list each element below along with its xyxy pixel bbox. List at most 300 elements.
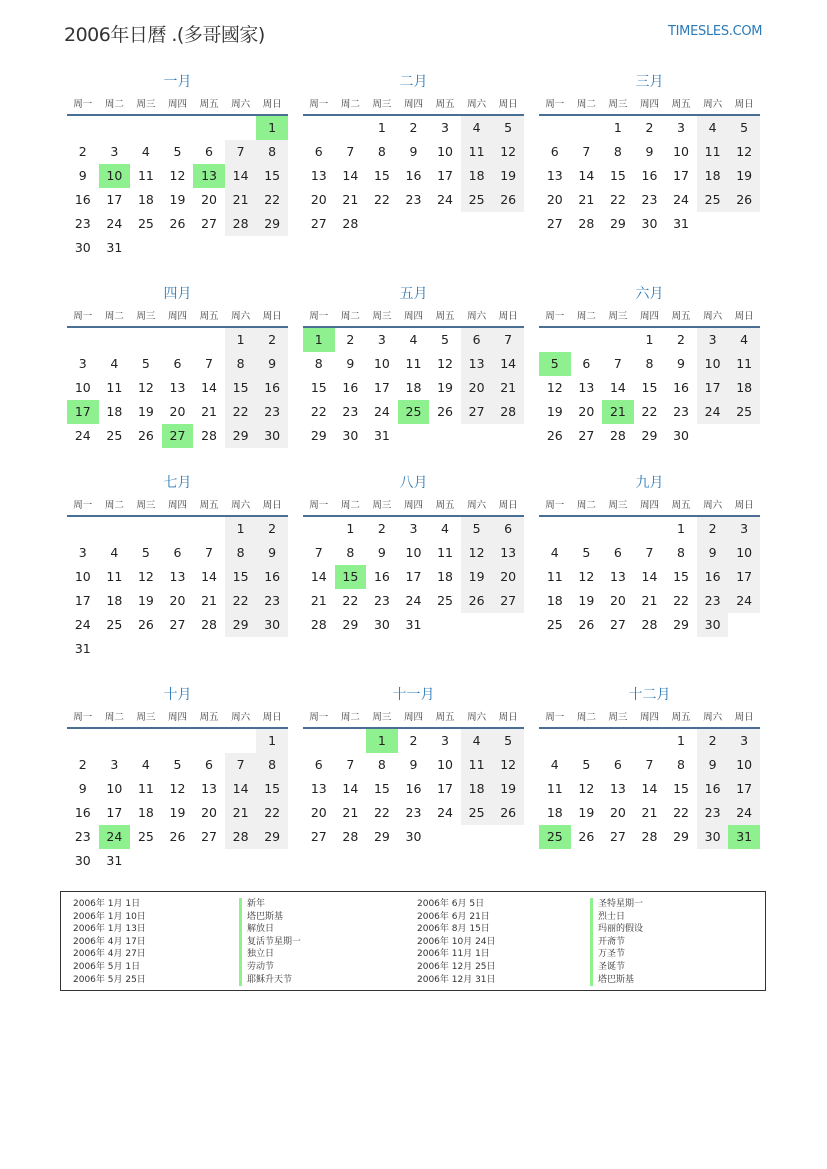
day-cell[interactable]: 29 — [256, 212, 288, 236]
day-cell[interactable]: 30 — [673, 428, 689, 443]
day-cell[interactable]: 20 — [201, 192, 217, 207]
day-cell[interactable]: 7 — [613, 356, 622, 371]
day-cell[interactable]: 12 — [169, 168, 186, 183]
day-cell[interactable]: 18 — [137, 192, 154, 207]
day-cell[interactable]: 21 — [201, 593, 217, 608]
day-cell[interactable]: 29 — [225, 613, 257, 637]
day-cell[interactable]: 28 — [609, 428, 626, 443]
day-cell[interactable]: 26 — [169, 829, 186, 844]
day-cell[interactable]: 13 — [169, 380, 186, 395]
day-cell[interactable]: 3 — [728, 517, 760, 541]
day-cell[interactable]: 2 — [409, 120, 418, 135]
day-cell[interactable]: 23 — [342, 404, 359, 419]
day-cell[interactable]: 7 — [492, 328, 524, 352]
day-cell[interactable]: 3 — [110, 757, 119, 772]
day-cell[interactable]: 20 — [492, 565, 524, 589]
day-cell[interactable]: 17 — [728, 565, 760, 589]
day-cell[interactable]: 3 — [728, 729, 760, 753]
day-cell[interactable]: 25 — [546, 617, 563, 632]
day-cell[interactable]: 23 — [697, 589, 729, 613]
day-cell[interactable]: 19 — [461, 565, 493, 589]
day-cell[interactable]: 23 — [256, 400, 288, 424]
day-cell[interactable]: 22 — [225, 400, 257, 424]
day-cell[interactable]: 8 — [377, 757, 386, 772]
day-cell[interactable]: 30 — [256, 613, 288, 637]
day-cell-holiday[interactable]: 21 — [602, 400, 634, 424]
day-cell-holiday[interactable]: 25 — [398, 400, 430, 424]
day-cell[interactable]: 20 — [609, 805, 626, 820]
day-cell[interactable]: 18 — [106, 593, 123, 608]
day-cell[interactable]: 4 — [728, 328, 760, 352]
day-cell[interactable]: 25 — [437, 593, 453, 608]
day-cell[interactable]: 29 — [373, 829, 390, 844]
day-cell[interactable]: 8 — [677, 757, 685, 772]
day-cell[interactable]: 20 — [310, 805, 327, 820]
day-cell[interactable]: 12 — [578, 569, 595, 584]
day-cell[interactable]: 4 — [550, 545, 559, 560]
day-cell[interactable]: 1 — [377, 120, 386, 135]
day-cell[interactable]: 26 — [728, 188, 760, 212]
day-cell[interactable]: 25 — [137, 829, 154, 844]
day-cell[interactable]: 8 — [346, 545, 355, 560]
day-cell-holiday[interactable]: 15 — [335, 565, 367, 589]
day-cell[interactable]: 26 — [492, 801, 524, 825]
day-cell[interactable]: 6 — [582, 356, 591, 371]
day-cell[interactable]: 14 — [641, 781, 658, 796]
day-cell[interactable]: 30 — [74, 853, 91, 868]
day-cell[interactable]: 21 — [641, 805, 658, 820]
day-cell[interactable]: 30 — [342, 428, 359, 443]
day-cell[interactable]: 7 — [225, 140, 257, 164]
day-cell[interactable]: 31 — [106, 853, 123, 868]
day-cell[interactable]: 30 — [405, 829, 422, 844]
day-cell[interactable]: 19 — [169, 192, 186, 207]
day-cell[interactable]: 12 — [461, 541, 493, 565]
day-cell[interactable]: 27 — [310, 829, 327, 844]
day-cell[interactable]: 23 — [673, 404, 689, 419]
day-cell[interactable]: 2 — [697, 517, 729, 541]
day-cell[interactable]: 3 — [441, 733, 449, 748]
day-cell[interactable]: 15 — [609, 168, 626, 183]
day-cell[interactable]: 10 — [697, 352, 729, 376]
day-cell[interactable]: 26 — [137, 617, 154, 632]
day-cell[interactable]: 13 — [492, 541, 524, 565]
day-cell[interactable]: 11 — [728, 352, 760, 376]
day-cell[interactable]: 7 — [346, 144, 355, 159]
day-cell[interactable]: 16 — [256, 565, 288, 589]
day-cell[interactable]: 19 — [728, 164, 760, 188]
day-cell[interactable]: 8 — [377, 144, 386, 159]
day-cell[interactable]: 26 — [578, 829, 595, 844]
day-cell[interactable]: 14 — [225, 777, 257, 801]
day-cell[interactable]: 2 — [256, 328, 288, 352]
day-cell[interactable]: 8 — [645, 356, 654, 371]
day-cell[interactable]: 27 — [169, 617, 186, 632]
day-cell[interactable]: 10 — [405, 545, 422, 560]
day-cell[interactable]: 26 — [169, 216, 186, 231]
day-cell[interactable]: 6 — [492, 517, 524, 541]
day-cell[interactable]: 5 — [582, 757, 591, 772]
day-cell[interactable]: 3 — [110, 144, 119, 159]
day-cell[interactable]: 11 — [697, 140, 729, 164]
day-cell[interactable]: 7 — [645, 757, 654, 772]
day-cell[interactable]: 6 — [550, 144, 559, 159]
day-cell[interactable]: 27 — [609, 829, 626, 844]
day-cell[interactable]: 9 — [346, 356, 355, 371]
day-cell[interactable]: 31 — [405, 617, 422, 632]
day-cell[interactable]: 16 — [641, 168, 658, 183]
day-cell[interactable]: 24 — [437, 192, 453, 207]
day-cell[interactable]: 30 — [697, 825, 729, 849]
day-cell[interactable]: 17 — [728, 777, 760, 801]
day-cell[interactable]: 27 — [546, 216, 563, 231]
day-cell[interactable]: 7 — [645, 545, 654, 560]
day-cell[interactable]: 25 — [137, 216, 154, 231]
day-cell[interactable]: 29 — [225, 424, 257, 448]
day-cell[interactable]: 13 — [310, 781, 327, 796]
day-cell[interactable]: 19 — [492, 164, 524, 188]
day-cell[interactable]: 28 — [492, 400, 524, 424]
day-cell[interactable]: 24 — [728, 589, 760, 613]
day-cell[interactable]: 8 — [677, 545, 685, 560]
day-cell[interactable]: 26 — [546, 428, 563, 443]
day-cell[interactable]: 9 — [78, 781, 87, 796]
day-cell[interactable]: 21 — [641, 593, 658, 608]
day-cell[interactable]: 3 — [377, 332, 386, 347]
day-cell[interactable]: 26 — [137, 428, 154, 443]
day-cell[interactable]: 16 — [373, 569, 390, 584]
day-cell[interactable]: 3 — [697, 328, 729, 352]
day-cell[interactable]: 18 — [405, 380, 422, 395]
day-cell[interactable]: 19 — [169, 805, 186, 820]
day-cell[interactable]: 24 — [405, 593, 422, 608]
day-cell[interactable]: 11 — [106, 569, 123, 584]
day-cell[interactable]: 12 — [492, 753, 524, 777]
day-cell[interactable]: 24 — [106, 216, 123, 231]
day-cell[interactable]: 10 — [106, 781, 123, 796]
day-cell-holiday[interactable]: 13 — [193, 164, 225, 188]
day-cell[interactable]: 23 — [74, 829, 91, 844]
day-cell[interactable]: 1 — [346, 521, 355, 536]
day-cell[interactable]: 9 — [409, 144, 418, 159]
day-cell[interactable]: 2 — [78, 144, 87, 159]
day-cell[interactable]: 8 — [225, 541, 257, 565]
day-cell[interactable]: 27 — [310, 216, 327, 231]
day-cell[interactable]: 8 — [225, 352, 257, 376]
day-cell[interactable]: 4 — [409, 332, 418, 347]
day-cell[interactable]: 2 — [256, 517, 288, 541]
day-cell[interactable]: 13 — [546, 168, 563, 183]
day-cell[interactable]: 10 — [673, 144, 689, 159]
day-cell[interactable]: 3 — [409, 521, 418, 536]
day-cell[interactable]: 22 — [310, 404, 327, 419]
day-cell[interactable]: 5 — [461, 517, 493, 541]
day-cell[interactable]: 27 — [609, 617, 626, 632]
day-cell[interactable]: 18 — [461, 164, 493, 188]
site-name[interactable]: TIMESLES.COM — [668, 24, 763, 39]
day-cell[interactable]: 28 — [225, 212, 257, 236]
day-cell[interactable]: 14 — [609, 380, 626, 395]
day-cell[interactable]: 9 — [645, 144, 654, 159]
day-cell-holiday[interactable]: 10 — [99, 164, 131, 188]
day-cell[interactable]: 24 — [728, 801, 760, 825]
day-cell[interactable]: 10 — [728, 753, 760, 777]
day-cell[interactable]: 16 — [697, 565, 729, 589]
day-cell-holiday[interactable]: 27 — [162, 424, 194, 448]
day-cell[interactable]: 7 — [205, 545, 213, 560]
day-cell[interactable]: 29 — [673, 617, 689, 632]
day-cell[interactable]: 20 — [169, 593, 186, 608]
day-cell[interactable]: 1 — [256, 729, 288, 753]
day-cell[interactable]: 30 — [373, 617, 390, 632]
day-cell[interactable]: 1 — [677, 521, 685, 536]
day-cell[interactable]: 24 — [373, 404, 390, 419]
day-cell[interactable]: 18 — [728, 376, 760, 400]
day-cell[interactable]: 18 — [461, 777, 493, 801]
day-cell[interactable]: 3 — [677, 120, 685, 135]
day-cell[interactable]: 15 — [225, 376, 257, 400]
day-cell[interactable]: 17 — [373, 380, 390, 395]
day-cell[interactable]: 13 — [310, 168, 327, 183]
day-cell[interactable]: 4 — [441, 521, 449, 536]
day-cell[interactable]: 17 — [673, 168, 689, 183]
day-cell[interactable]: 7 — [205, 356, 213, 371]
day-cell[interactable]: 10 — [437, 757, 453, 772]
day-cell[interactable]: 20 — [201, 805, 217, 820]
day-cell[interactable]: 2 — [78, 757, 87, 772]
day-cell[interactable]: 25 — [106, 428, 123, 443]
day-cell[interactable]: 12 — [492, 140, 524, 164]
day-cell[interactable]: 6 — [173, 545, 182, 560]
day-cell[interactable]: 6 — [205, 144, 213, 159]
day-cell[interactable]: 8 — [314, 356, 323, 371]
day-cell[interactable]: 28 — [641, 829, 658, 844]
day-cell[interactable]: 7 — [582, 144, 591, 159]
day-cell[interactable]: 8 — [256, 140, 288, 164]
day-cell[interactable]: 22 — [673, 593, 689, 608]
day-cell[interactable]: 9 — [256, 352, 288, 376]
day-cell[interactable]: 11 — [546, 569, 563, 584]
day-cell[interactable]: 12 — [546, 380, 563, 395]
day-cell[interactable]: 24 — [697, 400, 729, 424]
day-cell[interactable]: 13 — [461, 352, 493, 376]
day-cell[interactable]: 17 — [437, 168, 453, 183]
day-cell[interactable]: 4 — [697, 116, 729, 140]
day-cell[interactable]: 1 — [225, 517, 257, 541]
day-cell[interactable]: 25 — [461, 801, 493, 825]
day-cell[interactable]: 18 — [697, 164, 729, 188]
day-cell[interactable]: 7 — [225, 753, 257, 777]
day-cell[interactable]: 16 — [256, 376, 288, 400]
day-cell[interactable]: 12 — [137, 380, 154, 395]
day-cell[interactable]: 19 — [578, 593, 595, 608]
day-cell[interactable]: 27 — [492, 589, 524, 613]
day-cell[interactable]: 22 — [342, 593, 359, 608]
day-cell[interactable]: 25 — [461, 188, 493, 212]
day-cell-holiday[interactable]: 5 — [539, 352, 571, 376]
day-cell[interactable]: 26 — [461, 589, 493, 613]
day-cell[interactable]: 12 — [169, 781, 186, 796]
day-cell[interactable]: 19 — [578, 805, 595, 820]
day-cell[interactable]: 3 — [441, 120, 449, 135]
day-cell[interactable]: 12 — [728, 140, 760, 164]
day-cell[interactable]: 17 — [437, 781, 453, 796]
day-cell[interactable]: 13 — [169, 569, 186, 584]
day-cell-holiday[interactable]: 25 — [539, 825, 571, 849]
day-cell[interactable]: 29 — [310, 428, 327, 443]
day-cell[interactable]: 11 — [461, 140, 493, 164]
day-cell[interactable]: 5 — [492, 116, 524, 140]
day-cell[interactable]: 28 — [342, 829, 359, 844]
day-cell[interactable]: 20 — [461, 376, 493, 400]
day-cell-holiday[interactable]: 1 — [366, 729, 398, 753]
day-cell[interactable]: 28 — [201, 428, 217, 443]
day-cell[interactable]: 2 — [697, 729, 729, 753]
day-cell[interactable]: 5 — [141, 356, 150, 371]
day-cell[interactable]: 16 — [74, 805, 91, 820]
day-cell[interactable]: 18 — [106, 404, 123, 419]
day-cell[interactable]: 23 — [697, 801, 729, 825]
day-cell[interactable]: 23 — [256, 589, 288, 613]
day-cell[interactable]: 21 — [201, 404, 217, 419]
day-cell[interactable]: 22 — [256, 188, 288, 212]
day-cell[interactable]: 22 — [609, 192, 626, 207]
day-cell[interactable]: 6 — [314, 144, 323, 159]
day-cell[interactable]: 21 — [225, 188, 257, 212]
day-cell[interactable]: 29 — [641, 428, 658, 443]
day-cell[interactable]: 14 — [641, 569, 658, 584]
day-cell[interactable]: 15 — [373, 781, 390, 796]
day-cell-holiday[interactable]: 1 — [303, 328, 335, 352]
day-cell[interactable]: 4 — [461, 729, 493, 753]
day-cell[interactable]: 15 — [256, 777, 288, 801]
day-cell[interactable]: 18 — [546, 805, 563, 820]
day-cell[interactable]: 14 — [225, 164, 257, 188]
day-cell[interactable]: 20 — [169, 404, 186, 419]
day-cell[interactable]: 22 — [641, 404, 658, 419]
day-cell[interactable]: 11 — [137, 168, 154, 183]
day-cell[interactable]: 4 — [110, 545, 119, 560]
day-cell[interactable]: 10 — [728, 541, 760, 565]
day-cell[interactable]: 28 — [201, 617, 217, 632]
day-cell[interactable]: 28 — [641, 617, 658, 632]
day-cell-holiday[interactable]: 17 — [67, 400, 99, 424]
day-cell[interactable]: 29 — [609, 216, 626, 231]
day-cell[interactable]: 12 — [578, 781, 595, 796]
day-cell[interactable]: 21 — [492, 376, 524, 400]
day-cell[interactable]: 6 — [613, 545, 622, 560]
day-cell[interactable]: 9 — [78, 168, 87, 183]
day-cell[interactable]: 2 — [346, 332, 355, 347]
day-cell[interactable]: 23 — [373, 593, 390, 608]
day-cell[interactable]: 21 — [310, 593, 327, 608]
day-cell[interactable]: 7 — [314, 545, 323, 560]
day-cell[interactable]: 20 — [609, 593, 626, 608]
day-cell[interactable]: 24 — [437, 805, 453, 820]
day-cell[interactable]: 11 — [546, 781, 563, 796]
day-cell[interactable]: 22 — [373, 192, 390, 207]
day-cell[interactable]: 1 — [645, 332, 654, 347]
day-cell[interactable]: 12 — [137, 569, 154, 584]
day-cell[interactable]: 23 — [405, 192, 422, 207]
day-cell[interactable]: 26 — [437, 404, 453, 419]
day-cell[interactable]: 27 — [201, 216, 217, 231]
day-cell[interactable]: 16 — [697, 777, 729, 801]
day-cell[interactable]: 4 — [141, 757, 150, 772]
day-cell[interactable]: 6 — [173, 356, 182, 371]
day-cell[interactable]: 17 — [697, 376, 729, 400]
day-cell[interactable]: 17 — [405, 569, 422, 584]
day-cell[interactable]: 20 — [310, 192, 327, 207]
day-cell[interactable]: 16 — [74, 192, 91, 207]
day-cell[interactable]: 7 — [346, 757, 355, 772]
day-cell[interactable]: 31 — [106, 240, 123, 255]
day-cell[interactable]: 14 — [492, 352, 524, 376]
day-cell[interactable]: 20 — [578, 404, 595, 419]
day-cell[interactable]: 27 — [201, 829, 217, 844]
day-cell[interactable]: 29 — [342, 617, 359, 632]
day-cell[interactable]: 10 — [74, 380, 91, 395]
day-cell[interactable]: 30 — [256, 424, 288, 448]
day-cell[interactable]: 6 — [205, 757, 213, 772]
day-cell[interactable]: 22 — [256, 801, 288, 825]
day-cell[interactable]: 27 — [578, 428, 595, 443]
day-cell[interactable]: 13 — [578, 380, 595, 395]
day-cell[interactable]: 10 — [74, 569, 91, 584]
day-cell[interactable]: 5 — [728, 116, 760, 140]
day-cell[interactable]: 30 — [641, 216, 658, 231]
day-cell[interactable]: 17 — [106, 805, 123, 820]
day-cell[interactable]: 3 — [78, 356, 87, 371]
day-cell[interactable]: 17 — [74, 593, 91, 608]
day-cell[interactable]: 2 — [677, 332, 685, 347]
day-cell[interactable]: 9 — [256, 541, 288, 565]
day-cell[interactable]: 9 — [377, 545, 386, 560]
day-cell[interactable]: 21 — [578, 192, 595, 207]
day-cell[interactable]: 31 — [74, 641, 91, 656]
day-cell[interactable]: 28 — [225, 825, 257, 849]
day-cell[interactable]: 11 — [461, 753, 493, 777]
day-cell[interactable]: 11 — [437, 545, 453, 560]
day-cell[interactable]: 30 — [697, 613, 729, 637]
day-cell[interactable]: 21 — [342, 192, 359, 207]
day-cell[interactable]: 9 — [697, 753, 729, 777]
day-cell[interactable]: 14 — [342, 781, 359, 796]
day-cell[interactable]: 25 — [728, 400, 760, 424]
day-cell[interactable]: 2 — [377, 521, 386, 536]
day-cell[interactable]: 31 — [373, 428, 390, 443]
day-cell[interactable]: 2 — [645, 120, 654, 135]
day-cell[interactable]: 10 — [437, 144, 453, 159]
day-cell[interactable]: 9 — [677, 356, 685, 371]
day-cell[interactable]: 4 — [141, 144, 150, 159]
day-cell[interactable]: 5 — [141, 545, 150, 560]
day-cell[interactable]: 31 — [673, 216, 689, 231]
day-cell[interactable]: 13 — [609, 569, 626, 584]
day-cell[interactable]: 14 — [578, 168, 595, 183]
day-cell[interactable]: 5 — [173, 757, 182, 772]
day-cell[interactable]: 5 — [441, 332, 449, 347]
day-cell[interactable]: 15 — [310, 380, 327, 395]
day-cell[interactable]: 15 — [373, 168, 390, 183]
day-cell[interactable]: 23 — [641, 192, 658, 207]
day-cell[interactable]: 19 — [437, 380, 453, 395]
day-cell[interactable]: 11 — [106, 380, 123, 395]
day-cell[interactable]: 5 — [582, 545, 591, 560]
day-cell[interactable]: 5 — [492, 729, 524, 753]
day-cell[interactable]: 29 — [673, 829, 689, 844]
day-cell[interactable]: 30 — [74, 240, 91, 255]
